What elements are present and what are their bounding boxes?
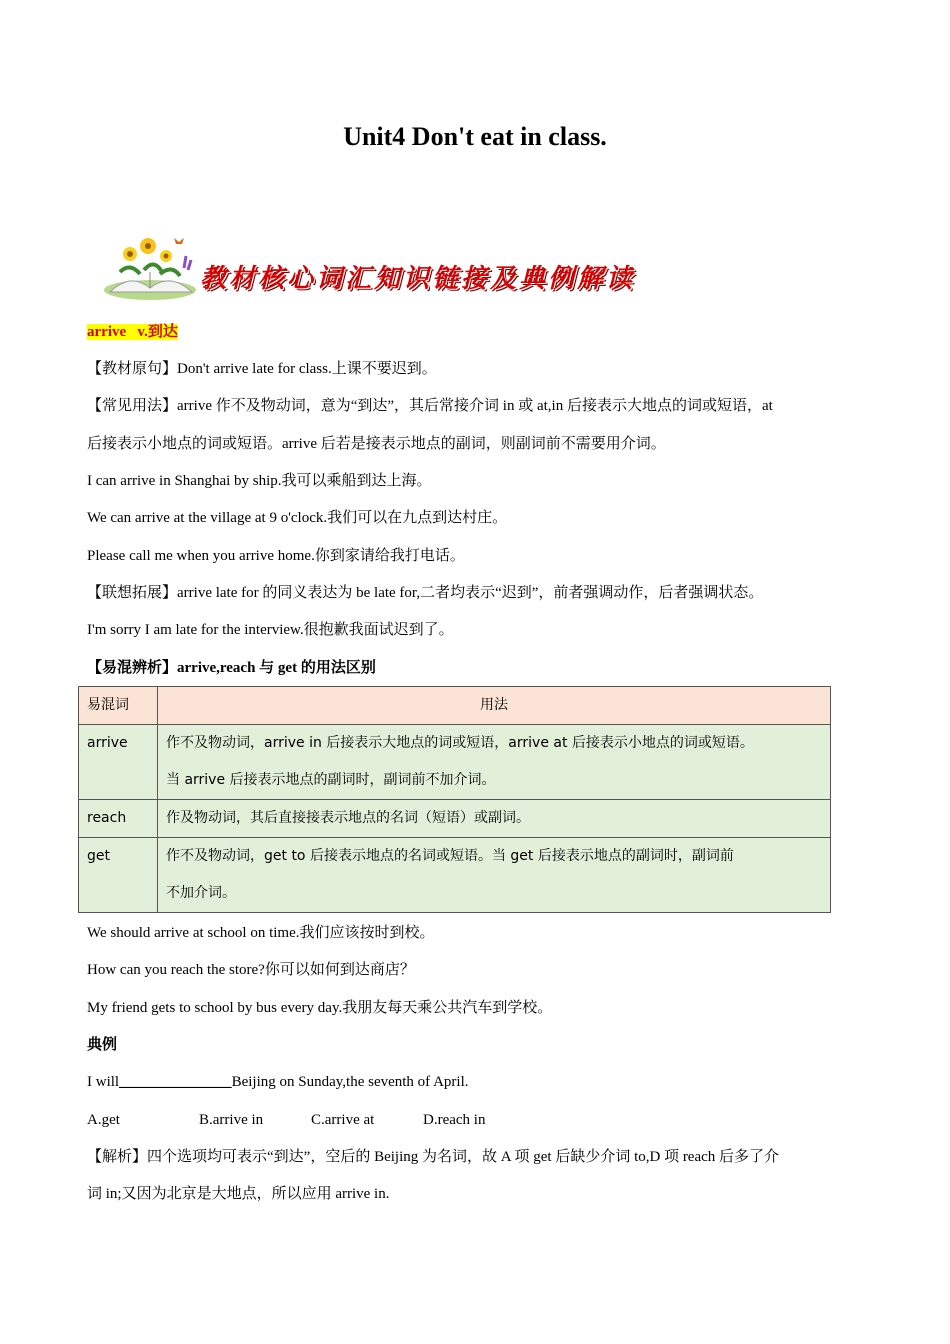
option-c: C.arrive at — [311, 1112, 375, 1128]
usage-text: 作不及物动词，get to 后接表示地点的名词或短语。当 get 后接表示地点的副词时，副词前 — [166, 848, 734, 864]
example-label: 典例 — [87, 1037, 118, 1053]
table-row — [79, 725, 831, 800]
answer-options — [87, 1110, 535, 1130]
entry-heading — [87, 322, 178, 342]
option-d: D.reach in — [423, 1112, 486, 1128]
usage-text: 作及物动词，其后直接接表示地点的名词（短语）或副词。 — [166, 810, 530, 826]
entry-pos-meaning: v.到达 — [137, 324, 178, 340]
extension-note: 【联想拓展】arrive late for 的同义表达为 be late for,二者均表示“迟到”，前者强调动作，后者强调状态。 — [87, 585, 764, 601]
comparison-heading: 【易混辨析】arrive,reach 与 get 的用法区别 — [87, 660, 376, 676]
table-header-cell: 易混词 — [79, 687, 158, 725]
table-header-cell: 用法 — [158, 687, 831, 725]
option-a: A.get — [87, 1112, 120, 1128]
usage-text: 作不及物动词，arrive in 后接表示大地点的词或短语，arrive at 后接表示小地点的词或短语。 — [166, 735, 754, 751]
analysis-line-2: 词 in;又因为北京是大地点，所以应用 arrive in. — [87, 1186, 390, 1202]
answer-blank: _______________ — [119, 1074, 232, 1090]
table-usage-cell — [158, 838, 831, 913]
usage-line-1: 【常见用法】arrive 作不及物动词，意为“到达”，其后常接介词 in 或 at,in 后接表示大地点的词或短语，at — [87, 398, 773, 414]
example-sentence-3: Please call me when you arrive home.你到家请给我打电话。 — [87, 548, 465, 564]
example-sentence-1: I can arrive in Shanghai by ship.我可以乘船到达上海。 — [87, 473, 432, 489]
comparison-example-2: How can you reach the store?你可以如何到达商店？ — [87, 962, 415, 978]
comparison-example-1: We should arrive at school on time.我们应该按时到校。 — [87, 925, 435, 941]
question-suffix: Beijing on Sunday,the seventh of April. — [231, 1074, 469, 1090]
comparison-example-3: My friend gets to school by bus every day.我朋友每天乘公共汽车到学校。 — [87, 1000, 553, 1016]
table-usage-cell — [158, 725, 831, 800]
usage-text: 不加介词。 — [166, 885, 236, 901]
table-row — [79, 800, 831, 838]
usage-line-2: 后接表示小地点的词或短语。arrive 后若是接表示地点的副词，则副词前不需要用介词。 — [87, 436, 666, 452]
usage-text: 当 arrive 后接表示地点的副词时，副词前不加介词。 — [166, 772, 496, 788]
table-word-cell: reach — [79, 800, 158, 838]
table-header-row — [79, 687, 831, 725]
question-prefix: I will — [87, 1074, 120, 1090]
table-word-cell: get — [79, 838, 158, 913]
comparison-table — [78, 686, 831, 913]
textbook-sentence: 【教材原句】Don't arrive late for class.上课不要迟到。 — [87, 361, 437, 377]
example-sentence-2: We can arrive at the village at 9 o'clock.我们可以在九点到达村庄。 — [87, 510, 508, 526]
table-word-cell: arrive — [79, 725, 158, 800]
option-b: B.arrive in — [199, 1112, 264, 1128]
table-row — [79, 838, 831, 913]
analysis-line-1: 【解析】四个选项均可表示“到达”，空后的 Beijing 为名词，故 A 项 get 后缺少介词 to,D 项 reach 后多了介 — [87, 1149, 780, 1165]
table-usage-cell — [158, 800, 831, 838]
section-banner-title: 教材核心词汇知识链接及典例解读 — [200, 264, 636, 294]
extension-example: I'm sorry I am late for the interview.很抱歉我面试迟到了。 — [87, 622, 454, 638]
question-text — [87, 1072, 469, 1092]
page-title: Unit4 Don't eat in class. — [343, 122, 607, 151]
entry-word: arrive — [87, 324, 127, 340]
